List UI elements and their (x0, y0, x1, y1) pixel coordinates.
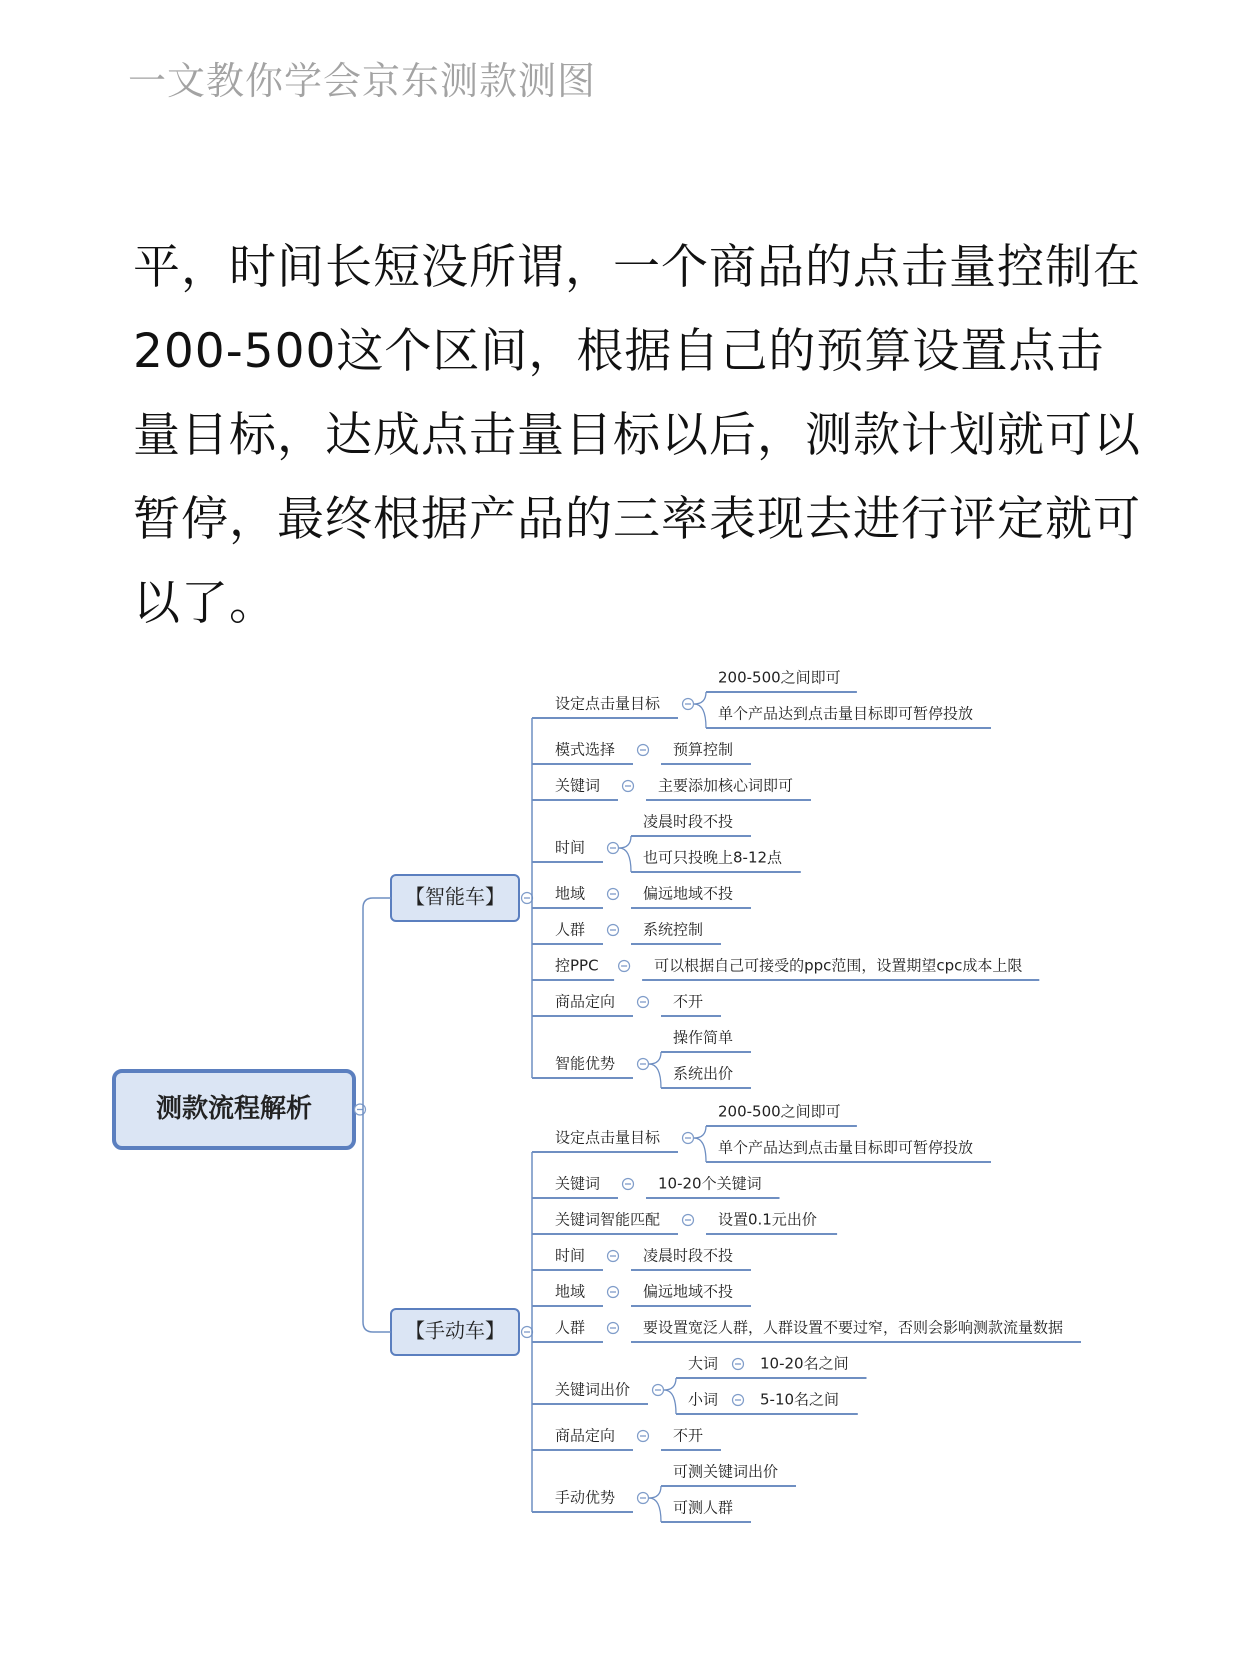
b2-item-6-detail-1: 要设置宽泛人群，人群设置不要过窄，否则会影响测款流量数据 (643, 1318, 1064, 1337)
b2-item-9-detail-2-connector (649, 1498, 661, 1522)
b1-item-5-label: 地域 (555, 884, 586, 903)
b2-item-9-detail-1: 可测关键词出价 (673, 1462, 779, 1481)
b1-item-9-detail-2-connector (649, 1064, 661, 1088)
b1-item-1-detail-1: 200-500之间即可 (718, 668, 841, 687)
b2-item-2-detail-1: 10-20个关键词 (658, 1174, 762, 1193)
b1-item-9-label: 智能优势 (555, 1054, 616, 1073)
b2-item-1-detail-2-connector (694, 1138, 706, 1162)
b1-item-4-detail-1: 凌晨时段不投 (643, 812, 734, 831)
b1-item-8-label: 商品定向 (555, 992, 616, 1011)
root-to-branch-line-1 (363, 898, 391, 1110)
b2-item-9-label: 手动优势 (555, 1488, 616, 1507)
branch-label-1: 【智能车】 (405, 884, 505, 909)
b1-item-6-label: 人群 (555, 920, 586, 939)
b1-item-9-detail-2: 系统出价 (673, 1064, 734, 1083)
b1-item-4-detail-2: 也可只投晚上8-12点 (643, 848, 783, 867)
b1-item-3-detail-1: 主要添加核心词即可 (658, 776, 794, 795)
b1-item-4-detail-2-connector (619, 848, 631, 872)
b2-item-1-label: 设定点击量目标 (555, 1128, 661, 1147)
b2-item-9-detail-1-connector (649, 1486, 661, 1498)
b1-item-9-detail-1-connector (649, 1052, 661, 1064)
b1-item-1-detail-2: 单个产品达到点击量目标即可暂停投放 (718, 704, 974, 723)
b2-item-1-detail-1-connector (694, 1126, 706, 1138)
b2-item-5-detail-1: 偏远地域不投 (643, 1282, 734, 1301)
b2-item-7-sub-1-connector (664, 1378, 676, 1390)
root-to-branch-line-2 (363, 1110, 391, 1333)
b2-item-9-detail-2: 可测人群 (673, 1498, 734, 1517)
b1-item-2-label: 模式选择 (555, 740, 616, 759)
b1-item-7-label: 控PPC (555, 956, 599, 975)
b1-item-4-label: 时间 (555, 838, 586, 857)
b2-item-3-label: 关键词智能匹配 (555, 1210, 661, 1229)
b2-item-7-sub-2-label: 小词 (688, 1390, 719, 1409)
b1-item-1-label: 设定点击量目标 (555, 694, 661, 713)
b2-item-8-label: 商品定向 (555, 1426, 616, 1445)
b2-item-8-detail-1: 不开 (673, 1426, 704, 1445)
b1-item-3-label: 关键词 (555, 776, 601, 795)
b1-item-1-detail-1-connector (694, 692, 706, 704)
b2-item-4-label: 时间 (555, 1246, 586, 1265)
b2-item-5-label: 地域 (555, 1282, 586, 1301)
b2-item-1-detail-2: 单个产品达到点击量目标即可暂停投放 (718, 1138, 974, 1157)
b2-item-7-label: 关键词出价 (555, 1380, 631, 1399)
header-title: 一文教你学会京东测款测图 (128, 59, 597, 103)
b2-item-2-label: 关键词 (555, 1174, 601, 1193)
root-node-label: 测款流程解析 (155, 1094, 313, 1124)
b1-item-1-detail-2-connector (694, 704, 706, 728)
b1-item-5-detail-1: 偏远地域不投 (643, 884, 734, 903)
body-paragraph: 平，时间长短没所谓，一个商品的点击量控制在200-500这个区间，根据自己的预算设置点击量目标，达成点击量目标以后，测款计划就可以暂停，最终根据产品的三率表现去进行评定就可以了。 (133, 240, 1141, 631)
b2-item-7-sub-2-connector (664, 1390, 676, 1414)
b1-item-9-detail-1: 操作简单 (673, 1028, 734, 1047)
b2-item-7-sub-1-label: 大词 (688, 1354, 719, 1373)
b2-item-1-detail-1: 200-500之间即可 (718, 1102, 841, 1121)
b1-item-2-detail-1: 预算控制 (673, 740, 734, 759)
branch-label-2: 【手动车】 (405, 1318, 505, 1343)
b2-item-7-sub-2-detail: 5-10名之间 (760, 1390, 840, 1409)
b2-item-4-detail-1: 凌晨时段不投 (643, 1246, 734, 1265)
b2-item-3-detail-1: 设置0.1元出价 (718, 1210, 817, 1229)
b1-item-8-detail-1: 不开 (673, 992, 704, 1011)
b1-item-4-detail-1-connector (619, 836, 631, 848)
b1-item-6-detail-1: 系统控制 (643, 920, 704, 939)
b2-item-7-sub-1-detail: 10-20名之间 (760, 1354, 849, 1373)
b1-item-7-detail-1: 可以根据自己可接受的ppc范围，设置期望cpc成本上限 (654, 956, 1023, 975)
b2-item-6-label: 人群 (555, 1318, 586, 1337)
